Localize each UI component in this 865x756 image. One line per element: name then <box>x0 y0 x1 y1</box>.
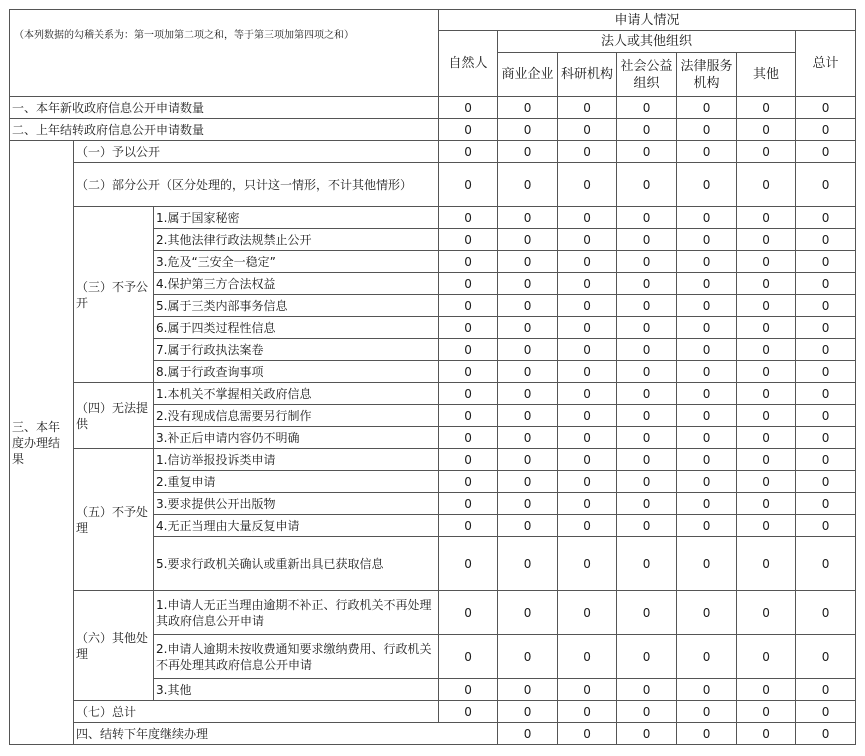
count-cell: 0 <box>677 591 737 635</box>
count-cell: 0 <box>498 97 558 119</box>
item-not-held: 1.本机关不掌握相关政府信息 <box>154 383 439 405</box>
item-reissue: 5.要求行政机关确认或重新出具已获取信息 <box>154 537 439 591</box>
count-cell: 0 <box>737 141 796 163</box>
count-cell: 0 <box>498 635 558 679</box>
count-cell: 0 <box>558 449 617 471</box>
count-cell: 0 <box>498 591 558 635</box>
count-cell: 0 <box>498 427 558 449</box>
count-cell: 0 <box>439 207 498 229</box>
count-cell: 0 <box>737 635 796 679</box>
count-cell: 0 <box>737 119 796 141</box>
count-cell: 0 <box>617 119 677 141</box>
count-cell: 0 <box>498 701 558 723</box>
item-mass-repeat: 4.无正当理由大量反复申请 <box>154 515 439 537</box>
count-cell: 0 <box>558 251 617 273</box>
count-cell: 0 <box>796 295 856 317</box>
count-cell: 0 <box>439 383 498 405</box>
count-cell: 0 <box>617 229 677 251</box>
count-cell: 0 <box>796 207 856 229</box>
count-cell: 0 <box>796 119 856 141</box>
count-cell: 0 <box>677 635 737 679</box>
count-cell: 0 <box>617 405 677 427</box>
count-cell: 0 <box>737 493 796 515</box>
count-cell: 0 <box>498 723 558 745</box>
count-cell: 0 <box>796 493 856 515</box>
item-enforcement-files: 7.属于行政执法案卷 <box>154 339 439 361</box>
item-other: 3.其他 <box>154 679 439 701</box>
count-cell: 0 <box>439 141 498 163</box>
count-cell: 0 <box>737 679 796 701</box>
count-cell: 0 <box>498 229 558 251</box>
count-cell: 0 <box>677 679 737 701</box>
count-cell: 0 <box>737 427 796 449</box>
count-cell: 0 <box>558 723 617 745</box>
item-no-correction: 1.申请人无正当理由逾期不补正、行政机关不再处理其政府信息公开申请 <box>154 591 439 635</box>
count-cell: 0 <box>617 427 677 449</box>
count-cell: 0 <box>498 405 558 427</box>
count-cell: 0 <box>796 679 856 701</box>
section-carry-forward: 四、结转下年度继续办理 <box>74 723 498 745</box>
count-cell: 0 <box>558 427 617 449</box>
count-cell: 0 <box>558 317 617 339</box>
item-publication: 3.要求提供公开出版物 <box>154 493 439 515</box>
count-cell: 0 <box>737 449 796 471</box>
count-cell: 0 <box>677 97 737 119</box>
count-cell: 0 <box>677 701 737 723</box>
count-cell: 0 <box>796 449 856 471</box>
group-not-disclosed: （三）不予公开 <box>74 207 154 383</box>
count-cell: 0 <box>677 361 737 383</box>
count-cell: 0 <box>558 383 617 405</box>
count-cell: 0 <box>558 295 617 317</box>
count-cell: 0 <box>737 471 796 493</box>
count-cell: 0 <box>796 361 856 383</box>
count-cell: 0 <box>498 383 558 405</box>
count-cell: 0 <box>498 295 558 317</box>
count-cell: 0 <box>498 339 558 361</box>
count-cell: 0 <box>737 383 796 405</box>
count-cell: 0 <box>498 207 558 229</box>
count-cell: 0 <box>558 679 617 701</box>
count-cell: 0 <box>617 163 677 207</box>
count-cell: 0 <box>796 537 856 591</box>
count-cell: 0 <box>796 471 856 493</box>
count-cell: 0 <box>558 471 617 493</box>
social-welfare-header: 社会公益组织 <box>617 53 677 97</box>
count-cell: 0 <box>558 635 617 679</box>
count-cell: 0 <box>677 251 737 273</box>
count-cell: 0 <box>439 591 498 635</box>
count-cell: 0 <box>498 471 558 493</box>
item-still-unclear: 3.补正后申请内容仍不明确 <box>154 427 439 449</box>
item-state-secret: 1.属于国家秘密 <box>154 207 439 229</box>
count-cell: 0 <box>617 515 677 537</box>
count-cell: 0 <box>439 537 498 591</box>
count-cell: 0 <box>617 701 677 723</box>
count-cell: 0 <box>737 361 796 383</box>
count-cell: 0 <box>558 119 617 141</box>
count-cell: 0 <box>558 207 617 229</box>
count-cell: 0 <box>796 163 856 207</box>
count-cell: 0 <box>439 339 498 361</box>
count-cell: 0 <box>617 361 677 383</box>
count-cell: 0 <box>677 537 737 591</box>
count-cell: 0 <box>617 635 677 679</box>
group-other-processing: （六）其他处理 <box>74 591 154 701</box>
group-not-processed: （五）不予处理 <box>74 449 154 591</box>
count-cell: 0 <box>677 339 737 361</box>
count-cell: 0 <box>617 723 677 745</box>
count-cell: 0 <box>498 163 558 207</box>
section-carried-over: 二、上年结转政府信息公开申请数量 <box>10 119 439 141</box>
count-cell: 0 <box>498 317 558 339</box>
item-admin-query: 8.属于行政查询事项 <box>154 361 439 383</box>
count-cell: 0 <box>439 493 498 515</box>
applicant-status-header: 申请人情况 <box>439 10 856 31</box>
count-cell: 0 <box>796 339 856 361</box>
count-cell: 0 <box>677 141 737 163</box>
count-cell: 0 <box>558 97 617 119</box>
count-cell: 0 <box>677 317 737 339</box>
count-cell: 0 <box>558 141 617 163</box>
count-cell: 0 <box>558 339 617 361</box>
count-cell: 0 <box>737 701 796 723</box>
count-cell: 0 <box>677 723 737 745</box>
count-cell: 0 <box>558 405 617 427</box>
item-internal-affairs: 5.属于三类内部事务信息 <box>154 295 439 317</box>
count-cell: 0 <box>617 383 677 405</box>
count-cell: 0 <box>737 405 796 427</box>
count-cell: 0 <box>617 273 677 295</box>
count-cell: 0 <box>439 361 498 383</box>
section-new-applications: 一、本年新收政府信息公开申请数量 <box>10 97 439 119</box>
count-cell: 0 <box>737 295 796 317</box>
count-cell: 0 <box>439 273 498 295</box>
count-cell: 0 <box>677 493 737 515</box>
count-cell: 0 <box>737 273 796 295</box>
item-no-fee: 2.申请人逾期未按收费通知要求缴纳费用、行政机关不再处理其政府信息公开申请 <box>154 635 439 679</box>
item-need-production: 2.没有现成信息需要另行制作 <box>154 405 439 427</box>
count-cell: 0 <box>498 361 558 383</box>
item-process-info: 6.属于四类过程性信息 <box>154 317 439 339</box>
total-header: 总计 <box>796 31 856 97</box>
count-cell: 0 <box>677 163 737 207</box>
count-cell: 0 <box>796 591 856 635</box>
count-cell: 0 <box>677 273 737 295</box>
count-cell: 0 <box>439 119 498 141</box>
count-cell: 0 <box>737 723 796 745</box>
count-cell: 0 <box>677 471 737 493</box>
count-cell: 0 <box>617 679 677 701</box>
count-cell: 0 <box>558 229 617 251</box>
count-cell: 0 <box>617 295 677 317</box>
count-cell: 0 <box>439 679 498 701</box>
count-cell: 0 <box>737 207 796 229</box>
count-cell: 0 <box>498 449 558 471</box>
natural-person-header: 自然人 <box>439 31 498 97</box>
item-repeat: 2.重复申请 <box>154 471 439 493</box>
count-cell: 0 <box>558 701 617 723</box>
group-total: （七）总计 <box>74 701 439 723</box>
count-cell: 0 <box>677 207 737 229</box>
count-cell: 0 <box>558 163 617 207</box>
count-cell: 0 <box>677 427 737 449</box>
count-cell: 0 <box>498 537 558 591</box>
count-cell: 0 <box>439 163 498 207</box>
count-cell: 0 <box>498 119 558 141</box>
count-cell: 0 <box>677 383 737 405</box>
item-petition: 1.信访举报投诉类申请 <box>154 449 439 471</box>
table-note: （本列数据的勾稽关系为：第一项加第二项之和，等于第三项加第四项之和） <box>10 10 439 97</box>
group-disclosed: （一）予以公开 <box>74 141 439 163</box>
count-cell: 0 <box>737 537 796 591</box>
count-cell: 0 <box>617 97 677 119</box>
count-cell: 0 <box>677 295 737 317</box>
count-cell: 0 <box>617 339 677 361</box>
count-cell: 0 <box>498 679 558 701</box>
count-cell: 0 <box>439 295 498 317</box>
count-cell: 0 <box>498 493 558 515</box>
count-cell: 0 <box>558 537 617 591</box>
count-cell: 0 <box>439 701 498 723</box>
count-cell: 0 <box>558 361 617 383</box>
count-cell: 0 <box>796 251 856 273</box>
count-cell: 0 <box>677 515 737 537</box>
count-cell: 0 <box>558 273 617 295</box>
count-cell: 0 <box>737 339 796 361</box>
count-cell: 0 <box>737 317 796 339</box>
research-header: 科研机构 <box>558 53 617 97</box>
count-cell: 0 <box>737 97 796 119</box>
count-cell: 0 <box>617 141 677 163</box>
count-cell: 0 <box>796 383 856 405</box>
count-cell: 0 <box>737 591 796 635</box>
section-results: 三、本年度办理结果 <box>10 141 74 745</box>
count-cell: 0 <box>617 317 677 339</box>
count-cell: 0 <box>617 207 677 229</box>
count-cell: 0 <box>737 163 796 207</box>
count-cell: 0 <box>677 405 737 427</box>
item-three-safety: 3.危及“三安全一稳定” <box>154 251 439 273</box>
group-partial: （二）部分公开（区分处理的，只计这一情形，不计其他情形） <box>74 163 439 207</box>
count-cell: 0 <box>439 317 498 339</box>
count-cell: 0 <box>617 251 677 273</box>
count-cell: 0 <box>617 591 677 635</box>
count-cell: 0 <box>737 515 796 537</box>
count-cell: 0 <box>796 317 856 339</box>
other-header: 其他 <box>737 53 796 97</box>
count-cell: 0 <box>796 515 856 537</box>
count-cell: 0 <box>796 723 856 745</box>
count-cell: 0 <box>617 493 677 515</box>
count-cell: 0 <box>439 97 498 119</box>
count-cell: 0 <box>498 251 558 273</box>
count-cell: 0 <box>558 591 617 635</box>
gov-info-disclosure-table <box>9 9 856 745</box>
count-cell: 0 <box>439 251 498 273</box>
count-cell: 0 <box>796 97 856 119</box>
count-cell: 0 <box>796 229 856 251</box>
count-cell: 0 <box>796 141 856 163</box>
count-cell: 0 <box>498 273 558 295</box>
legal-person-group-header: 法人或其他组织 <box>498 31 796 53</box>
count-cell: 0 <box>439 427 498 449</box>
count-cell: 0 <box>617 471 677 493</box>
group-cannot-provide: （四）无法提供 <box>74 383 154 449</box>
count-cell: 0 <box>737 229 796 251</box>
count-cell: 0 <box>439 229 498 251</box>
count-cell: 0 <box>439 449 498 471</box>
count-cell: 0 <box>439 471 498 493</box>
count-cell: 0 <box>677 449 737 471</box>
count-cell: 0 <box>796 701 856 723</box>
count-cell: 0 <box>439 405 498 427</box>
count-cell: 0 <box>439 635 498 679</box>
count-cell: 0 <box>498 141 558 163</box>
count-cell: 0 <box>617 449 677 471</box>
count-cell: 0 <box>677 229 737 251</box>
count-cell: 0 <box>498 515 558 537</box>
count-cell: 0 <box>677 119 737 141</box>
count-cell: 0 <box>737 251 796 273</box>
count-cell: 0 <box>796 273 856 295</box>
count-cell: 0 <box>796 635 856 679</box>
commercial-header: 商业企业 <box>498 53 558 97</box>
legal-service-header: 法律服务机构 <box>677 53 737 97</box>
count-cell: 0 <box>796 405 856 427</box>
count-cell: 0 <box>558 515 617 537</box>
item-third-party: 4.保护第三方合法权益 <box>154 273 439 295</box>
count-cell: 0 <box>558 493 617 515</box>
count-cell: 0 <box>439 515 498 537</box>
count-cell: 0 <box>617 537 677 591</box>
count-cell: 0 <box>796 427 856 449</box>
item-prohibited-by-law: 2.其他法律行政法规禁止公开 <box>154 229 439 251</box>
